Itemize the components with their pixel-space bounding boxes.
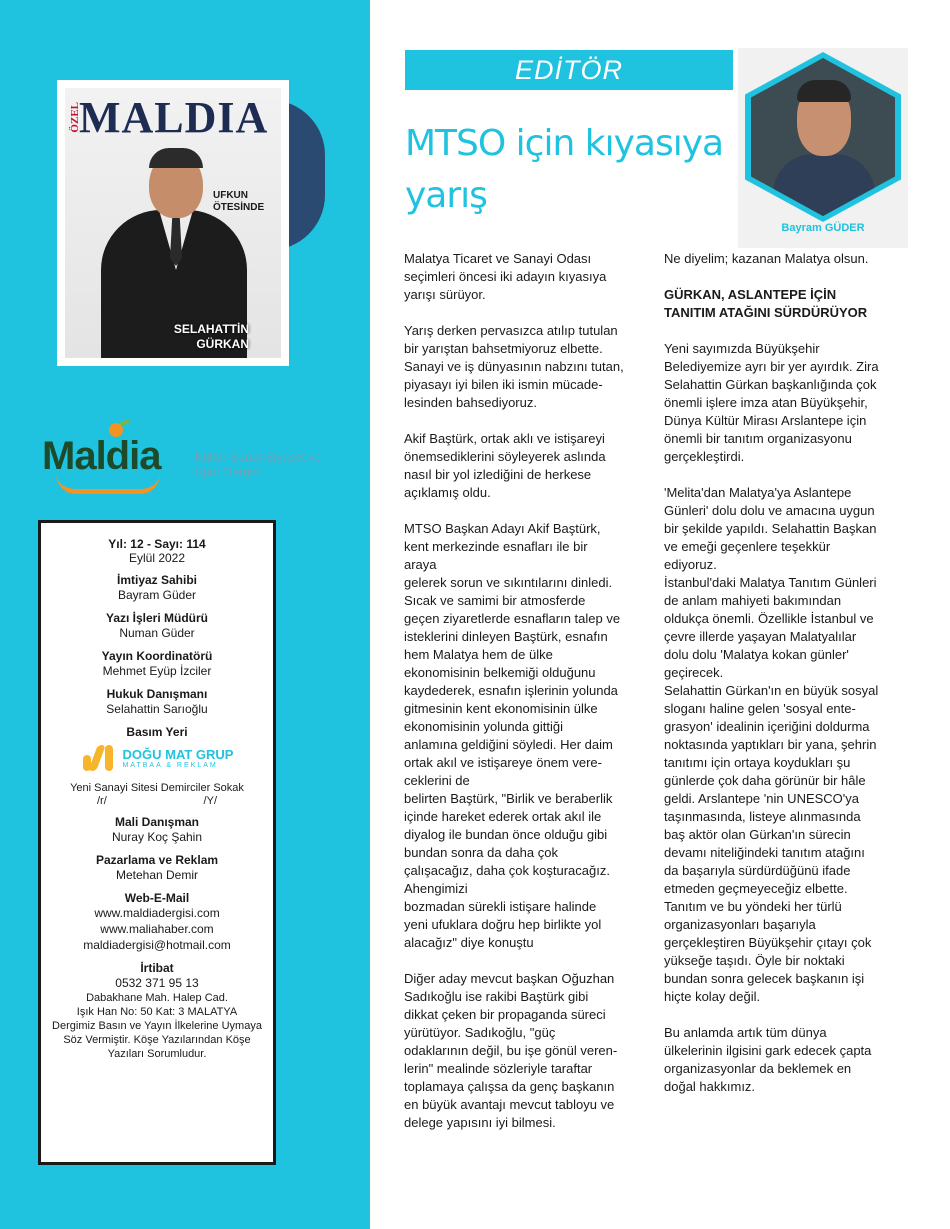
paragraph: Akif Baştürk, ortak aklı ve istişareyi önemsediklerini söyleyerek aslında nasıl bir yol izlediğini de herkese açıklamış oldu. xyxy=(404,431,606,500)
printer-address-right: /Y/ xyxy=(203,795,217,807)
logo-swoosh xyxy=(56,474,160,494)
legal-note: Dergimiz Basın ve Yayın İlkelerine Uymaya Söz Vermiştir. Köşe Yazılarından Köşe Yazıları Sorumludur. xyxy=(52,1020,262,1060)
paragraph: Diğer aday mevcut başkan Oğuzhan Sadıkoğlu ise rakibi Baştürk gibi dikkat çeken bir propaganda süreci yürütüyor. Sadıkoğlu, "güç odaklarının değil, bu işe gönül veren- lerin" mealinde sözleriyle taraftar toplamaya çalışsa da genç başkanın en büyük avantajı mevcut tabloyu ve delege yapısını iyi bilmesi. xyxy=(404,971,618,1130)
cover-image xyxy=(65,88,281,358)
paragraph: MTSO Başkan Adayı Akif Baştürk, kent merkezinde esnafları ile bir araya gelerek sorun ve sıkıntılarını dinledi. Sıcak ve samimi bir atmosferde geçen ziyaretlerde esnafların talep ve isteklerini dinleyen Baştürk, esnafın hem Malatya hem de ülke ekonomisinin belkemiği olduğunu kaydederek, esnafın işlerinin yolunda gitmesinin kent ekonomisinin ülke ekonomisinin yolunda gittiği anlamına geldiğini söyledi. Her daim ortak akıl ve istişareye önem vere- ceklerini de belirten Baştürk, "Birlik ve beraberlik içinde hareket ederek ortak akıl ile diyalog ile bundan önce olduğu gibi bundan sonra da daha çok çalışacağız, daha çok koşturacağız. Ahengimizi bozmadan sürekli istişare halinde yeni ufuklara doğru hep birlikte yol alacağız" diye konuştu xyxy=(404,521,621,950)
role-label: Hukuk Danışmanı xyxy=(106,687,208,701)
phone-number: 0532 371 95 13 xyxy=(115,976,199,990)
role-label: Yayın Koordinatörü xyxy=(101,649,213,663)
paragraph: 'Melita'dan Malatya'ya Aslantepe Günleri' dolu dolu ve amacına uygun bir şekilde yapıldı. Selahattin Başkan ve emeği geçenlere teşekkür ediyoruz. İstanbul'daki Malatya Tanıtım Günleri de anlam mahiyeti bakımından oldukça önemli. Özellikle İstanbul ve çevre illerde yaşayan Malatyalılar dolu dolu 'Malatya kokan günler' geçirecek. Selahattin Gürkan'ın en büyük sosyal sloganı haline gelen 'sosyal ente- grasyon' idealinin içeriğini doldurma noktasında yaptıkları bir yana, şehrin tanıtımı için ortaya koydukları şu günlerde çok daha görünür bir hâle geldi. Arslantepe 'nin UNESCO'ya taşınmasında, listeye alınmasında baş aktör olan Gürkan'ın sürecin devamı niteliğindeki tanıtım atağını da başarıyla sürdürdüğünü ifade etmeden geçmeyeceğiz elbette. Tanıtım ve bu yöndeki her türlü organizasyonları başarıyla gerçekleştiren Büyükşehir çıtayı çok yükseğe taşıdı. Öyle bir noktaki bundan sonra gelecek başkanın işi hiçte kolay değil. xyxy=(664,485,879,1004)
web-label: Web-E-Mail xyxy=(124,891,190,905)
website-link[interactable]: www.maliahaber.com xyxy=(100,922,214,936)
issue-number: Yıl: 12 - Sayı: 114 xyxy=(108,537,206,551)
issue-date: Eylül 2022 xyxy=(128,551,186,565)
author-name: Bayram GÜDER xyxy=(781,222,865,234)
contact-label: İrtibat xyxy=(140,961,174,975)
cover-person-name: SELAHATTİN GÜRKAN xyxy=(173,322,249,351)
printer-logo xyxy=(47,741,267,775)
marketing-person: Metehan Demir xyxy=(115,868,199,882)
cover-special-label: ÖZEL xyxy=(69,102,81,133)
masthead-box xyxy=(38,520,276,1165)
author-photo xyxy=(745,52,901,222)
print-label: Basım Yeri xyxy=(126,725,188,739)
logo-tagline: Kültür-Sanat-Siyaset ve Spor Dergisi xyxy=(195,450,322,479)
maldia-logo xyxy=(42,418,192,500)
website-link[interactable]: www.maldiadergisi.com xyxy=(94,906,220,920)
printer-sub: MATBAA & REKLAM xyxy=(122,762,218,769)
article-column-1 xyxy=(404,250,650,1150)
address-line: Işık Han No: 50 Kat: 3 MALATYA xyxy=(76,1006,238,1018)
marketing-label: Pazarlama ve Reklam xyxy=(95,853,219,867)
role-person: Numan Güder xyxy=(119,626,195,640)
role-label: Yazı İşleri Müdürü xyxy=(105,611,209,625)
email-link[interactable]: maldiadergisi@hotmail.com xyxy=(83,938,231,952)
printer-address-left: /r/ xyxy=(97,795,107,807)
finance-label: Mali Danışman xyxy=(114,815,200,829)
cover-subtitle: UFKUN ÖTESİNDE xyxy=(213,190,265,213)
role-person: Selahattin Sarıoğlu xyxy=(106,702,208,716)
address-line: Dabakhane Mah. Halep Cad. xyxy=(86,992,228,1004)
article-column-2 xyxy=(664,250,912,1114)
role-label: İmtiyaz Sahibi xyxy=(116,573,198,587)
printer-logo-icon xyxy=(81,745,117,771)
finance-person: Nuray Koç Şahin xyxy=(111,830,203,844)
section-banner: EDİTÖR xyxy=(405,50,733,90)
magazine-cover xyxy=(57,80,289,366)
role-person: Mehmet Eyüp İzciler xyxy=(102,664,212,678)
author-box xyxy=(738,48,908,248)
cover-title: MALDIA xyxy=(79,93,269,142)
article-subheading: GÜRKAN, ASLANTEPE İÇİN TANITIM ATAĞINI SÜRDÜRÜYOR xyxy=(664,287,868,320)
paragraph: Malatya Ticaret ve Sanayi Odası seçimleri öncesi iki adayın kıyasıya yarışı sürüyor. xyxy=(404,251,607,302)
paragraph: Ne diyelim; kazanan Malatya olsun. xyxy=(664,251,869,266)
paragraph: Yarış derken pervasızca atılıp tutulan bir yarıştan bahsetmiyoruz elbette. Sanayi ve iş dünyasının nabzını tutan, piyasayı iyi bilen iki ismin mücade- lesinden bahsediyoruz. xyxy=(404,323,624,410)
printer-name: DOĞU MAT GRUP xyxy=(122,747,234,762)
printer-address: Yeni Sanayi Sitesi Demirciler Sokak xyxy=(70,782,244,794)
paragraph: Yeni sayımızda Büyükşehir Belediyemize ayrı bir yer ayırdık. Zira Selahattin Gürkan başkanlığında çok önemli işlere imza atan Büyükşehir, Dünya Kültür Mirası Arslantepe için önemli bir tanıtım organizasyonu gerçekleştirdi. xyxy=(664,341,879,464)
article-headline: MTSO için kıyasıya yarış xyxy=(405,123,724,216)
logo-wordmark: Maldia xyxy=(42,434,161,478)
role-person: Bayram Güder xyxy=(117,588,197,602)
paragraph: Bu anlamda artık tüm dünya ülkelerinin ilgisini gark edecek çapta organizasyonlar da beklemek en doğal hakkımız. xyxy=(664,1025,872,1094)
